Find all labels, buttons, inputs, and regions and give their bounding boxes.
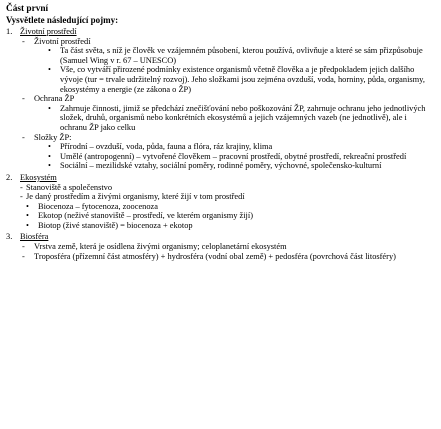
list-item: • Ekotop (neživé stanoviště – prostředí, ve kterém organismy žijí): [26, 211, 433, 221]
dash-marker: [22, 94, 34, 104]
list-item: • Přírodní – ovzduší, voda, půda, fauna a flóra, ráz krajiny, klima: [48, 142, 433, 152]
bullet-icon: [26, 221, 38, 231]
dash-marker: [22, 252, 34, 262]
list-item: • Zahrnuje činnosti, jimiž se předchází znečišťování nebo poškozování ŽP, zahrnuje ochranu jeho jednotlivých složek, druhů, organismů nebo konkrétních ekosystémů a jejich vzájemných vazeb (ne jednotlivě), ale i ochranu ŽP jako celku: [48, 104, 433, 133]
document-heading: Část první: [6, 4, 49, 14]
bullet-icon: [26, 211, 38, 221]
bullet-icon: [48, 104, 60, 114]
bullet-icon: [48, 152, 60, 162]
plain-line: - Je daný prostředím a živými organismy, které žijí v tom prostředí: [20, 192, 433, 202]
bullet-icon: [48, 161, 60, 171]
bullet-icon: [48, 142, 60, 152]
list-item: - Troposféra (přízemní část atmosféry) + hydrosféra (vodní obal země) + pedosféra (povrchová část litosféry): [22, 252, 433, 262]
list-item: - Vrstva země, která je osídlena živými organismy; celoplanetární ekosystém: [22, 242, 433, 252]
group-label: - Životní prostředí: [22, 37, 433, 47]
section-2-header: [6, 173, 433, 183]
bullet-icon: [48, 46, 60, 56]
section-1-title: Životní prostředí: [20, 27, 77, 36]
section-2-title: Ekosystém: [20, 172, 57, 182]
document-subheading: Vysvětlete následující pojmy:: [6, 15, 119, 25]
section-1-number: 1.: [6, 27, 13, 36]
section-1-header: [6, 27, 433, 37]
list-item: • Umělé (antropogenní) – vytvořené člověkem – pracovní prostředí, obytné prostředí, rekreační prostředí: [48, 152, 433, 162]
plain-line: - Stanoviště a společenstvo: [20, 183, 433, 193]
group-label: - Ochrana ŽP: [22, 94, 433, 104]
section-3-title: Biosféra: [20, 232, 49, 242]
section-2-number: 2.: [6, 172, 13, 182]
section-3-number: 3.: [6, 232, 13, 242]
dash-marker: [22, 37, 34, 47]
group-label: - Složky ŽP:: [22, 133, 433, 143]
section-3-header: [6, 232, 433, 242]
dash-marker: [22, 242, 34, 252]
bullet-icon: [26, 202, 38, 212]
list-item: • Ta část světa, s níž je člověk ve vzájemném působení, kterou používá, ovlivňuje a které se sám přizpůsobuje (Samuel Wing v r. 67 – UNESCO): [48, 46, 433, 65]
dash-marker: [22, 133, 34, 143]
list-item: • Biotop (živé stanoviště) = biocenoza + ekotop: [26, 221, 433, 231]
list-item: • Vše, co vytváří přirozené podmínky existence organismů včetně člověka a je předpokladem jejich dalšího vývoje (tur = trvale udržitelný rozvoj). Jeho složkami jsou zejména ovzduší, voda, horniny, půda, organismy, ekosystémy a energie (ze zákona o ŽP): [48, 65, 433, 94]
bullet-icon: [48, 65, 60, 75]
list-item: • Sociální – mezilidské vztahy, sociální poměry, rodinné poměry, výchovné, společensko-kulturní: [48, 161, 433, 171]
list-item: • Biocenoza – fytocenoza, zoocenoza: [26, 202, 433, 212]
